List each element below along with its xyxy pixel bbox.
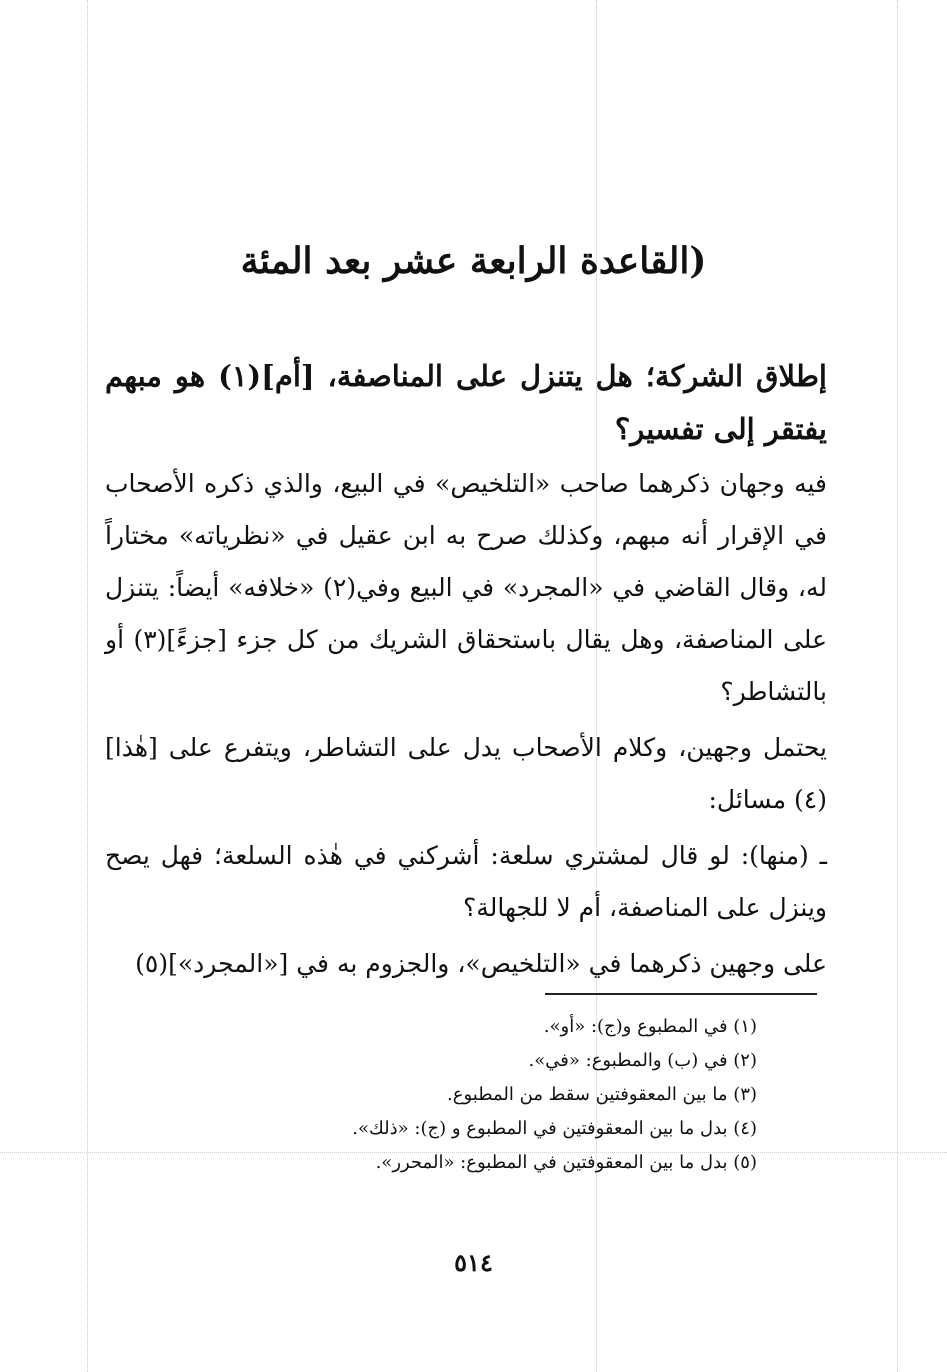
footnote-separator	[545, 993, 817, 995]
paragraph-3: ـ (منها): لو قال لمشتري سلعة: أشركني في هٰذه السلعة؛ فهل يصح وينزل على المناصفة، أم لا للجهالة؟	[105, 841, 827, 922]
footnote-1: (١) في المطبوع و(ج): «أو».	[543, 1016, 757, 1037]
scan-guide-left	[87, 0, 88, 1372]
scan-guide-right	[897, 0, 898, 1372]
paragraph-4: على وجهين ذكرهما في «التلخيص»، والجزوم به في [«المجرد»](٥)	[135, 949, 827, 978]
rule-heading: إطلاق الشركة؛ هل يتنزل على المناصفة، [أم](١) هو مبهم يفتقر إلى تفسير؟	[105, 359, 827, 446]
page-title: (القاعدة الرابعة عشر بعد المئة	[240, 240, 707, 282]
footnote-2: (٢) في (ب) والمطبوع: «في».	[528, 1050, 757, 1071]
footnotes-list	[200, 1012, 757, 1182]
page-number: ٥١٤	[454, 1248, 493, 1277]
paragraph-2: يحتمل وجهين، وكلام الأصحاب يدل على التشاطر، ويتفرع على [هٰذا](٤) مسائل:	[105, 733, 827, 814]
paragraph-1: فيه وجهان ذكرهما صاحب «التلخيص» في البيع، والذي ذكره الأصحاب في الإقرار أنه مبهم، وكذلك صرح به ابن عقيل في «نظرياته» مختاراً له، وقال القاضي في «المجرد» في البيع وفي(٢) «خلافه» أيضاً: يتنزل على المناصفة، وهل يقال باستحقاق الشريك من كل جزء [جزءً](٣) أو بالتشاطر؟	[105, 469, 827, 706]
footnote-4: (٤) بدل ما بين المعقوفتين في المطبوع و (ج): «ذلك».	[352, 1118, 757, 1139]
footnote-5: (٥) بدل ما بين المعقوفتين في المطبوع: «المحرر».	[375, 1152, 757, 1173]
footnote-3: (٣) ما بين المعقوفتين سقط من المطبوع.	[447, 1084, 757, 1105]
